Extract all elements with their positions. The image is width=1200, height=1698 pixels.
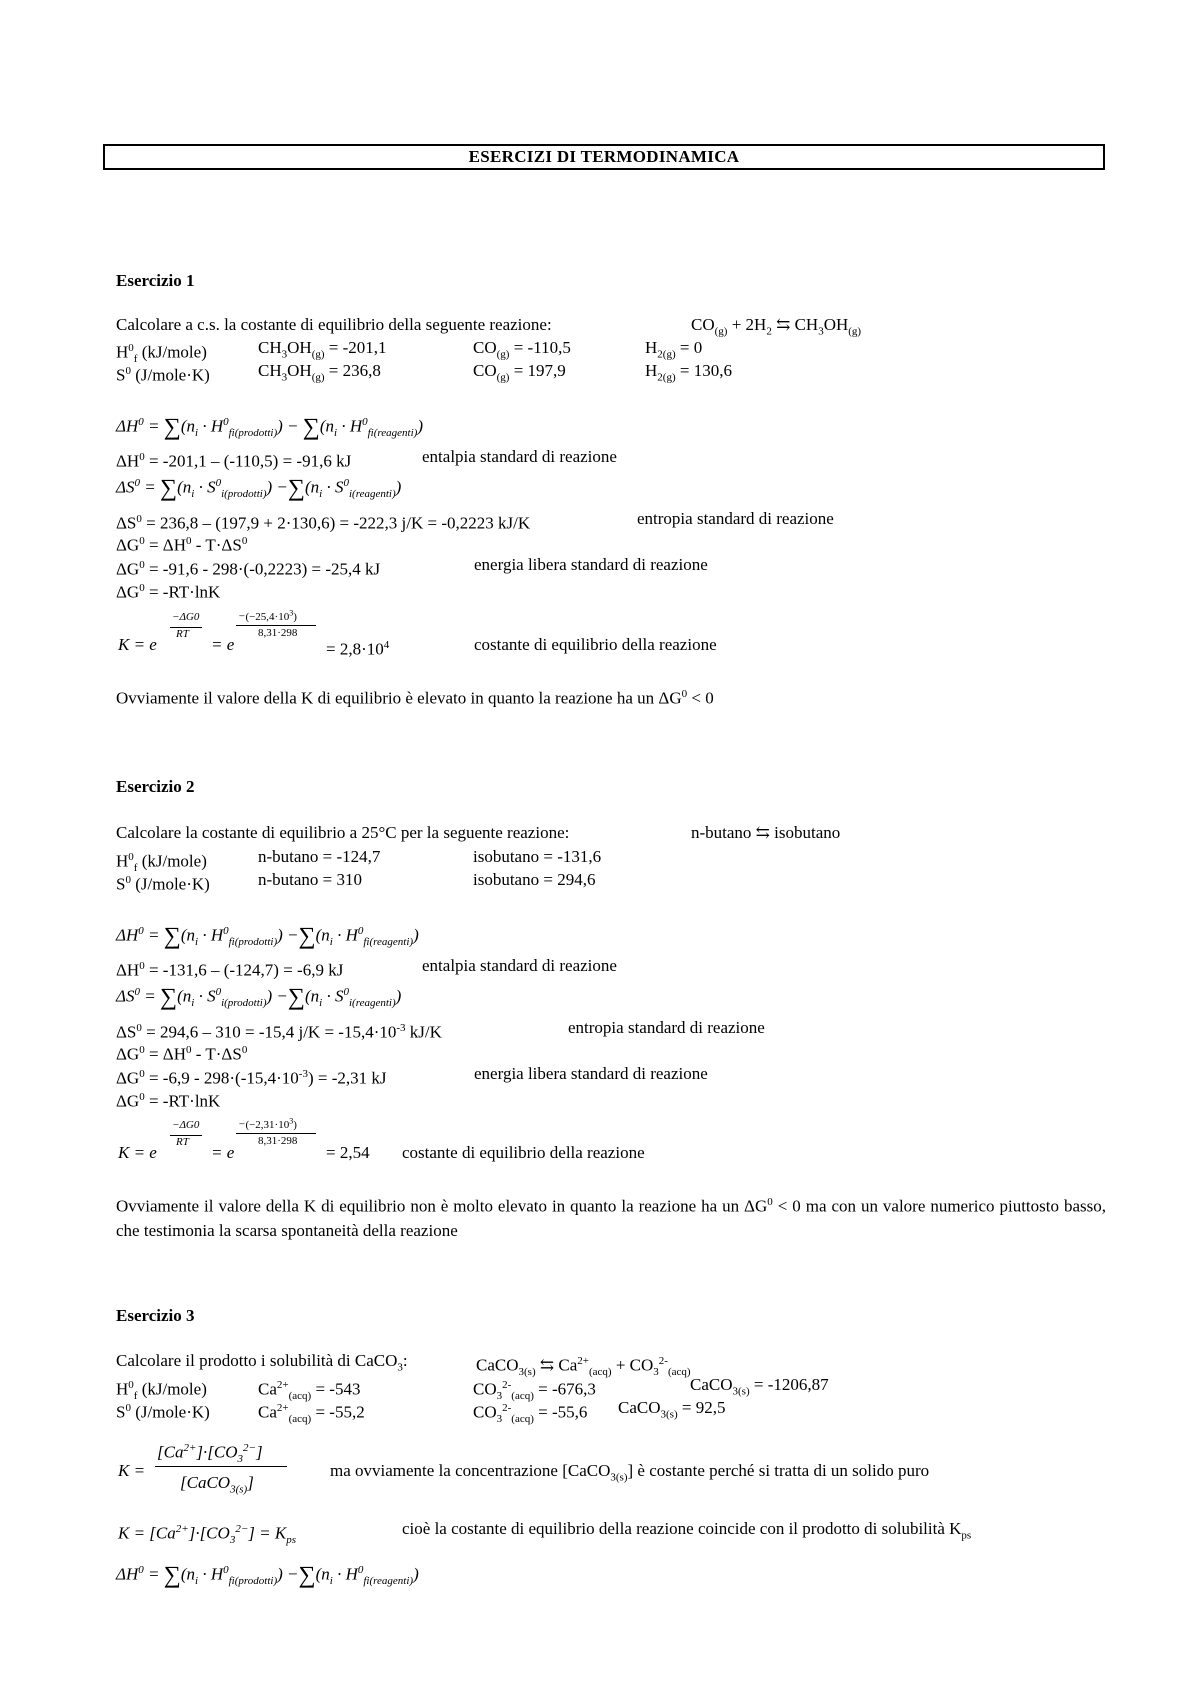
ex3-h-ca: $Ca^{2+}_{(acq)} = -543$ <box>258 1379 361 1403</box>
ex2-k-eq-mid: = e <box>211 1143 235 1162</box>
ex2-s-label: $S^0$ (J/mole·K) <box>116 874 210 894</box>
ex2-dh-calc: $\Delta H^0 = -131,6 - (-124,7) = -6,9$ kJ <box>116 960 344 980</box>
ex2-conclusion: Ovviamente il valore della K di equilibrio non è molto elevato in quanto la reazione ha un $\Delta G^0 < 0$ ma con un valore numerico piuttosto basso, che testimonia la scarsa spontaneità della reazione <box>116 1196 1106 1240</box>
ex1-k-exp2-bar <box>236 625 316 626</box>
ex2-k-exp2-bar <box>236 1133 316 1134</box>
ex2-reaction: n-butano ⇆ isobutano <box>691 823 841 842</box>
ex3-k-note: ma ovviamente la concentrazione [CaCO$_{3(s)}$] è costante perché si tratta di un solido puro <box>330 1461 930 1484</box>
ex2-dg-rtlnk: $\Delta G^0 = -RT\cdot\ln K$ <box>116 1091 221 1111</box>
ex2-dg-calc: $\Delta G^0 = -6,9 - 298\cdot(-15,4\cdot 10^{-3}) = -2,31$ kJ <box>116 1068 387 1088</box>
ex3-s-ca: $Ca^{2+}_{(acq)} = -55,2$ <box>258 1402 365 1426</box>
ex2-k-exp1-den: RT <box>176 1136 189 1148</box>
ex1-conclusion: Ovviamente il valore della K di equilibrio è elevato in quanto la reazione ha un $\Delta G^0 < 0$ <box>116 688 714 708</box>
ex2-dh-note: entalpia standard di reazione <box>422 956 617 975</box>
ex3-s-caco3: CaCO$_{3(s)}$ = 92,5 <box>618 1398 726 1421</box>
exercise-3-heading: Esercizio 3 <box>116 1306 195 1325</box>
ex1-k-result: = $2,8\cdot 10^4$ <box>326 639 390 659</box>
ex1-h-label: $H^0_f$ (kJ/mole) <box>116 342 207 366</box>
ex3-s-co3: $CO_3^{2-}_{(acq)} = -55,6$ <box>473 1402 588 1426</box>
ex1-dg-calc: $\Delta G^0 = -91,6 - 298\cdot(-0,2223) = -25,4$ kJ <box>116 559 381 579</box>
ex2-k-eq-left: K = e <box>118 1143 157 1162</box>
exercise-1-heading: Esercizio 1 <box>116 271 195 290</box>
ex2-dg-def: $\Delta G^0 = \Delta H^0 - T\cdot\Delta S^0$ <box>116 1044 248 1064</box>
ex2-h-nbutano: n-butano = -124,7 <box>258 847 381 866</box>
ex1-intro: Calcolare a c.s. la costante di equilibrio della seguente reazione: <box>116 315 552 334</box>
ex1-k-note: costante di equilibrio della reazione <box>474 635 717 654</box>
ex2-k-exp2-den: 8,31·298 <box>258 1135 298 1147</box>
ex2-k-exp2-num: $-(-2,31\cdot 10^3)$ <box>238 1116 297 1131</box>
ex3-dh-formula: $\Delta H^0 = \sum(n_i \cdot H^0_{fi(prodotti)}) -\sum(n_i \cdot H^0_{fi(reagenti)})$ <box>116 1562 419 1589</box>
ex1-ds-note: entropia standard di reazione <box>637 509 834 528</box>
ex3-h-co3: $CO_3^{2-}_{(acq)} = -676,3$ <box>473 1379 596 1403</box>
ex2-s-isobutano: isobutano = 294,6 <box>473 870 596 889</box>
ex1-k-exp1-num: −ΔG0 <box>172 611 200 623</box>
ex1-reaction: $CO_{(g)} + 2H_2$ ⇆ $CH_3OH_{(g)}$ <box>691 315 862 338</box>
ex1-h-co: $CO_{(g)} = -110,5$ <box>473 338 571 361</box>
ex1-k-eq-left: K = e <box>118 635 157 654</box>
ex3-s-label: $S^0$ (J/mole·K) <box>116 1402 210 1422</box>
ex3-k-left: K = <box>118 1461 146 1480</box>
ex2-ds-note: entropia standard di reazione <box>568 1018 765 1037</box>
ex1-dg-note: energia libera standard di reazione <box>474 555 708 574</box>
ex3-k-bar <box>155 1466 287 1467</box>
ex1-k-exp2-den: 8,31·298 <box>258 627 298 639</box>
ex3-kps-note: cioè la costante di equilibrio della reazione coincide con il prodotto di solubilità $K_{ps}$ <box>402 1519 972 1542</box>
ex3-reaction: CaCO$_{3(s)}$ ⇆ $Ca^{2+}_{(acq)} + CO_3^{2-}_{(acq)}$ <box>476 1355 691 1379</box>
ex3-k-den: [CaCO$_{3(s)}$] <box>180 1473 254 1496</box>
ex1-k-exp2-num: $-(-25,4\cdot 10^3)$ <box>238 608 297 623</box>
ex3-k-num: $[Ca^{2+}]\cdot[CO_3^{2-}]$ <box>157 1442 263 1466</box>
ex2-intro: Calcolare la costante di equilibrio a 25°C per la seguente reazione: <box>116 823 570 842</box>
ex1-h-h2: $H_{2(g)} = 0$ <box>645 338 703 361</box>
ex2-h-isobutano: isobutano = -131,6 <box>473 847 602 866</box>
ex1-dh-note: entalpia standard di reazione <box>422 447 617 466</box>
ex2-dg-note: energia libera standard di reazione <box>474 1064 708 1083</box>
ex1-s-label: $S^0$ (J/mole·K) <box>116 365 210 385</box>
ex2-s-nbutano: n-butano = 310 <box>258 870 363 889</box>
ex1-k-eq-mid: = e <box>211 635 235 654</box>
ex3-h-label: $H^0_f$ (kJ/mole) <box>116 1379 207 1403</box>
ex1-dh-calc: $\Delta H^0 = -201,1 - (-110,5) = -91,6$ kJ <box>116 451 352 471</box>
ex2-k-exp1-num: −ΔG0 <box>172 1119 200 1131</box>
ex1-dg-def: $\Delta G^0 = \Delta H^0 - T\cdot\Delta S^0$ <box>116 535 248 555</box>
ex2-ds-formula: $\Delta S^0 = \sum(n_i \cdot S^0_{i(prodotti)}) -\sum(n_i \cdot S^0_{i(reagenti)})$ <box>116 984 402 1011</box>
ex1-dh-formula: $\Delta H^0 = \sum(n_i \cdot H^0_{fi(prodotti)}) - \sum(n_i \cdot H^0_{fi(reagenti)})$ <box>116 414 423 441</box>
ex1-s-h2: $H_{2(g)} = 130,6$ <box>645 361 732 384</box>
ex3-kps-eq: $K = [Ca^{2+}]\cdot[CO_3^{2-}] = K_{ps}$ <box>118 1523 296 1547</box>
ex3-intro: Calcolare il prodotto i solubilità di CaCO$_3$: <box>116 1351 408 1374</box>
ex2-k-note: costante di equilibrio della reazione <box>402 1143 645 1162</box>
ex1-h-ch3oh: $CH_3OH_{(g)} = -201,1$ <box>258 338 387 361</box>
page-title: ESERCIZI DI TERMODINAMICA <box>103 144 1105 170</box>
ex2-dh-formula: $\Delta H^0 = \sum(n_i \cdot H^0_{fi(prodotti)}) -\sum(n_i \cdot H^0_{fi(reagenti)})$ <box>116 923 419 950</box>
exercise-2-heading: Esercizio 2 <box>116 777 195 796</box>
ex1-k-exp1-den: RT <box>176 628 189 640</box>
ex1-ds-formula: $\Delta S^0 = \sum(n_i \cdot S^0_{i(prodotti)}) -\sum(n_i \cdot S^0_{i(reagenti)})$ <box>116 475 402 502</box>
ex2-k-result: = 2,54 <box>326 1143 370 1162</box>
ex2-h-label: $H^0_f$ (kJ/mole) <box>116 851 207 875</box>
ex2-ds-calc: $\Delta S^0 = 294,6 - 310 = -15,4$ $j/K = -15,4\cdot 10^{-3}$ kJ/K <box>116 1022 442 1042</box>
ex1-dg-rtlnk: $\Delta G^0 = -RT\cdot\ln K$ <box>116 582 221 602</box>
ex1-ds-calc: $\Delta S^0 = 236,8 - (197,9 + 2\cdot 130,6) = -222,3$ j/K = -0,2223 kJ/K <box>116 513 531 533</box>
ex1-s-ch3oh: $CH_3OH_{(g)} = 236,8$ <box>258 361 381 384</box>
ex3-h-caco3: CaCO$_{3(s)}$ = -1206,87 <box>690 1375 829 1398</box>
ex1-s-co: $CO_{(g)} = 197,9$ <box>473 361 566 384</box>
